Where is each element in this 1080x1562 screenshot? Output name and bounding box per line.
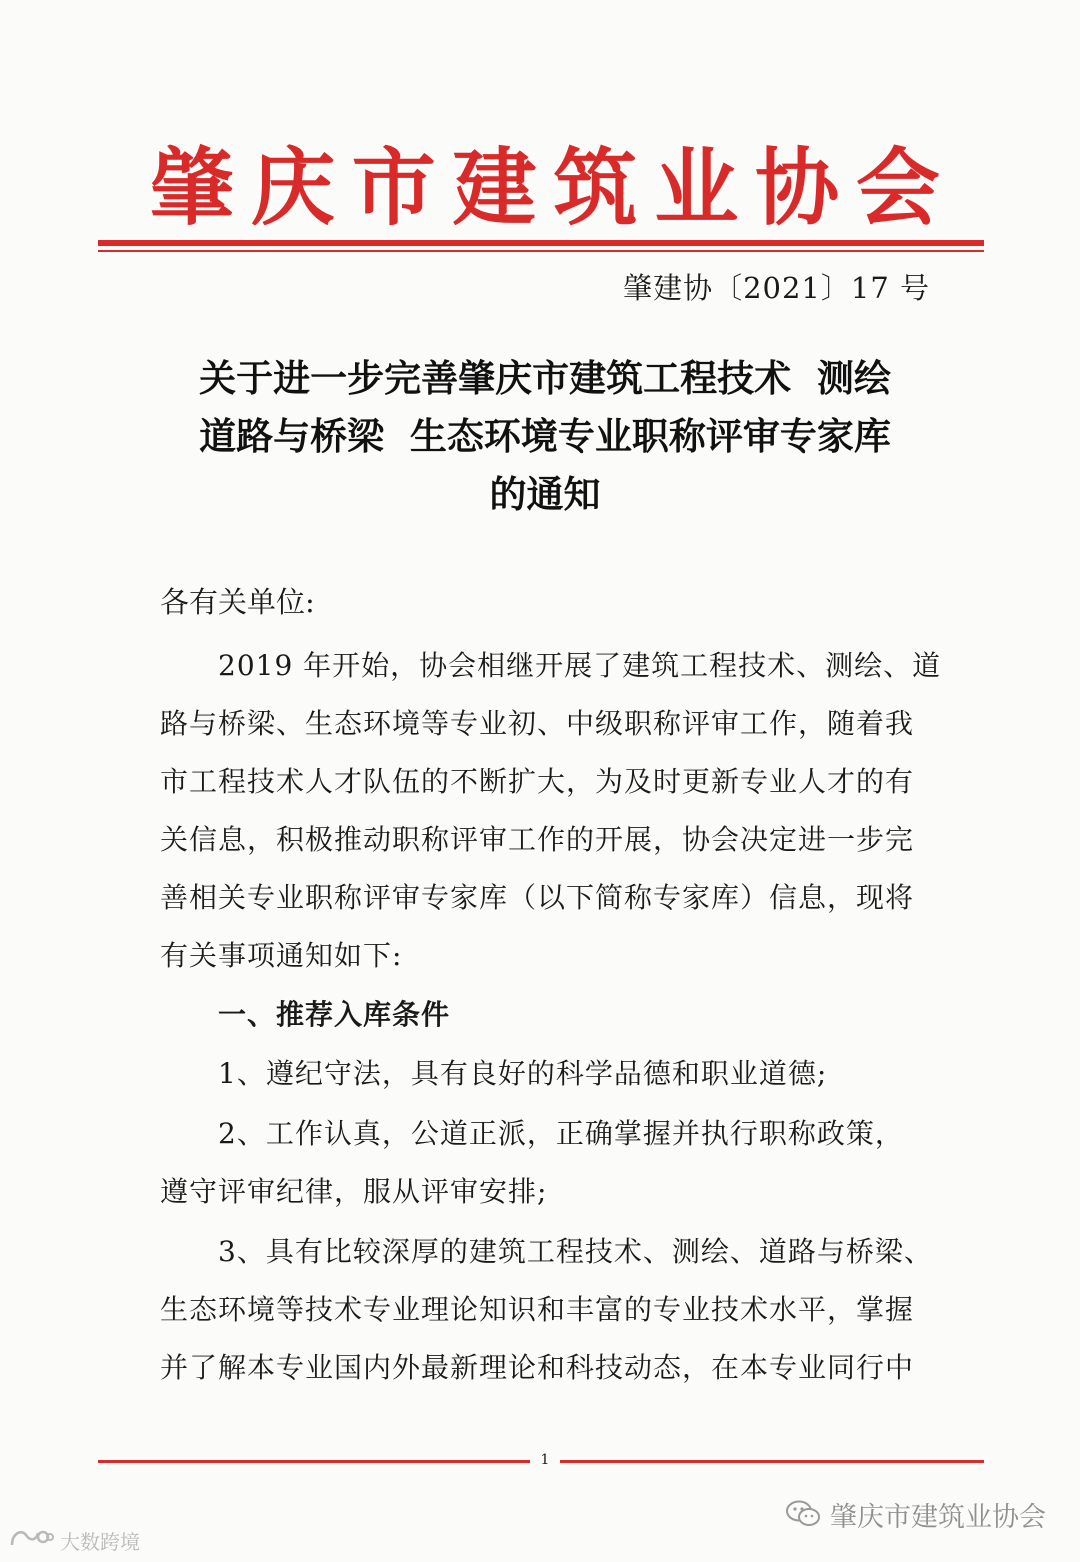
document-number: 肇建协〔2021〕17 号	[623, 271, 930, 305]
section-heading: 一、推荐入库条件	[218, 998, 451, 1031]
wechat-icon	[786, 1500, 820, 1528]
letterhead-char: 庆	[250, 138, 335, 237]
title-line: 的通知	[489, 473, 601, 516]
body-line: 善相关专业职称评审专家库（以下简称专家库）信息，现将	[160, 881, 915, 914]
platform-watermark	[8, 1524, 140, 1556]
wechat-watermark	[786, 1494, 1046, 1534]
body-line: 有关事项通知如下:	[160, 939, 403, 972]
letterhead-char: 业	[654, 138, 739, 237]
body-line: 2、工作认真，公道正派，正确掌握并执行职称政策，	[218, 1117, 904, 1150]
title-line: 道路与桥梁 生态环境专业职称评审专家库	[199, 415, 891, 458]
body-line: 2019 年开始，协会相继开展了建筑工程技术、测绘、道	[218, 649, 942, 682]
letterhead-char: 建	[452, 138, 537, 237]
letterhead-char: 市	[351, 138, 436, 237]
body-line: 路与桥梁、生态环境等专业初、中级职称评审工作，随着我	[160, 707, 915, 740]
salutation: 各有关单位:	[160, 585, 315, 619]
document-title	[130, 350, 960, 524]
letterhead-char: 肇	[150, 138, 235, 237]
body-line: 3、具有比较深厚的建筑工程技术、测绘、道路与桥梁、	[218, 1235, 933, 1268]
letterhead-rule	[98, 240, 984, 246]
org-letterhead	[150, 140, 940, 236]
letterhead-rule-thin	[98, 250, 984, 252]
body-line: 关信息，积极推动职称评审工作的开展，协会决定进一步完	[160, 823, 915, 856]
letterhead-char: 协	[755, 138, 840, 237]
platform-logo-icon	[8, 1525, 54, 1556]
platform-watermark-text: 大数跨境	[60, 1529, 140, 1554]
wechat-account-name: 肇庆市建筑业协会	[830, 1501, 1046, 1533]
letterhead-char: 会	[855, 138, 940, 237]
letterhead-char: 筑	[553, 138, 638, 237]
page-number: 1	[530, 1450, 560, 1470]
body-line: 生态环境等技术专业理论知识和丰富的专业技术水平，掌握	[160, 1293, 915, 1326]
body-line: 市工程技术人才队伍的不断扩大，为及时更新专业人才的有	[160, 765, 915, 798]
title-line: 关于进一步完善肇庆市建筑工程技术 测绘	[199, 357, 891, 400]
body-line: 并了解本专业国内外最新理论和科技动态，在本专业同行中	[160, 1351, 915, 1384]
body-line: 遵守评审纪律，服从评审安排;	[160, 1175, 548, 1208]
body-line: 1、遵纪守法，具有良好的科学品德和职业道德;	[218, 1057, 828, 1090]
